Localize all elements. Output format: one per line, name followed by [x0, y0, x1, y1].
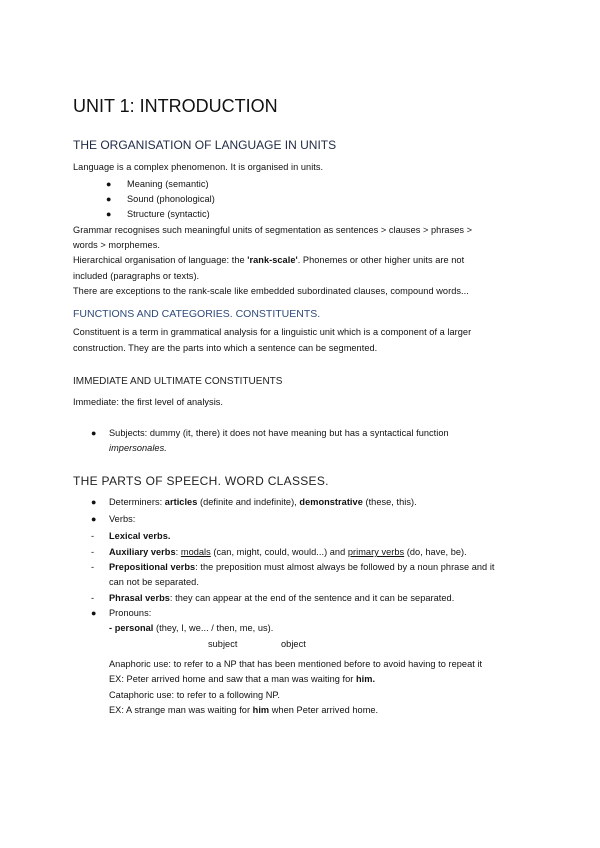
dash-marker: -	[91, 593, 95, 603]
bullet-icon: ●	[91, 497, 97, 507]
paragraph-cataphoric: Cataphoric use: to refer to a following NP.	[109, 690, 281, 700]
label-subject: subject	[208, 639, 238, 649]
list-item-lexical: Lexical verbs.	[109, 531, 171, 541]
list-item-determiners: Determiners: articles (definite and indefinite), demonstrative (these, this).	[109, 497, 417, 507]
pronouns-personal: - personal (they, I, we... / then, me, us).	[109, 623, 274, 633]
list-item-subjects: Subjects: dummy (it, there) it does not have meaning but has a syntactical function	[109, 428, 449, 438]
list-item: Sound (phonological)	[127, 194, 215, 204]
page-title: UNIT 1: INTRODUCTION	[73, 96, 278, 116]
list-item-prepositional-cont: can not be separated.	[109, 577, 199, 587]
dash-marker: -	[91, 531, 95, 541]
list-item: Meaning (semantic)	[127, 179, 209, 189]
paragraph-rank-scale: Hierarchical organisation of language: the 'rank-scale'. Phonemes or other higher units are not	[73, 255, 465, 265]
list-item-phrasal: Phrasal verbs: they can appear at the end of the sentence and it can be separated.	[109, 593, 455, 603]
paragraph-grammar-cont: words > morphemes.	[73, 240, 160, 250]
list-item: Structure (syntactic)	[127, 209, 210, 219]
dash-marker: -	[91, 562, 95, 572]
label-object: object	[281, 639, 306, 649]
bullet-icon: ●	[106, 209, 112, 219]
example-anaphoric: EX: Peter arrived home and saw that a man was waiting for him.	[109, 674, 376, 684]
section-heading-constituents: FUNCTIONS AND CATEGORIES. CONSTITUENTS.	[73, 308, 321, 320]
paragraph-exceptions: There are exceptions to the rank-scale like embedded subordinated clauses, compound words...	[73, 286, 469, 296]
bullet-icon: ●	[106, 194, 112, 204]
list-item-prepositional: Prepositional verbs: the preposition must almost always be followed by a noun phrase and it	[109, 562, 495, 572]
paragraph-anaphoric: Anaphoric use: to refer to a NP that has been mentioned before to avoid having to repeat it	[109, 659, 483, 669]
paragraph-constituent-cont: construction. They are the parts into which a sentence can be segmented.	[73, 343, 378, 353]
paragraph-constituent: Constituent is a term in grammatical analysis for a linguistic unit which is a component of a larger	[73, 327, 472, 337]
list-item-auxiliary: Auxiliary verbs: modals (can, might, could, would...) and primary verbs (do, have, be).	[109, 547, 467, 557]
bullet-icon: ●	[106, 179, 112, 189]
bullet-icon: ●	[91, 514, 97, 524]
list-item-pronouns: Pronouns:	[109, 608, 152, 618]
bullet-icon: ●	[91, 608, 97, 618]
list-item-subjects-cont: impersonales.	[109, 443, 167, 453]
bullet-icon: ●	[91, 428, 97, 438]
section-heading-immediate: IMMEDIATE AND ULTIMATE CONSTITUENTS	[73, 376, 283, 387]
paragraph-rank-scale-cont: included (paragraphs or texts).	[73, 271, 200, 281]
paragraph-intro: Language is a complex phenomenon. It is organised in units.	[73, 162, 324, 172]
example-cataphoric: EX: A strange man was waiting for him when Peter arrived home.	[109, 705, 379, 715]
paragraph-immediate: Immediate: the first level of analysis.	[73, 397, 224, 407]
paragraph-grammar: Grammar recognises such meaningful units of segmentation as sentences > clauses > phrases >	[73, 225, 473, 235]
section-heading-parts-of-speech: THE PARTS OF SPEECH. WORD CLASSES.	[73, 474, 329, 488]
section-heading-units: THE ORGANISATION OF LANGUAGE IN UNITS	[73, 138, 337, 152]
dash-marker: -	[91, 547, 95, 557]
list-item-verbs: Verbs:	[109, 514, 136, 524]
